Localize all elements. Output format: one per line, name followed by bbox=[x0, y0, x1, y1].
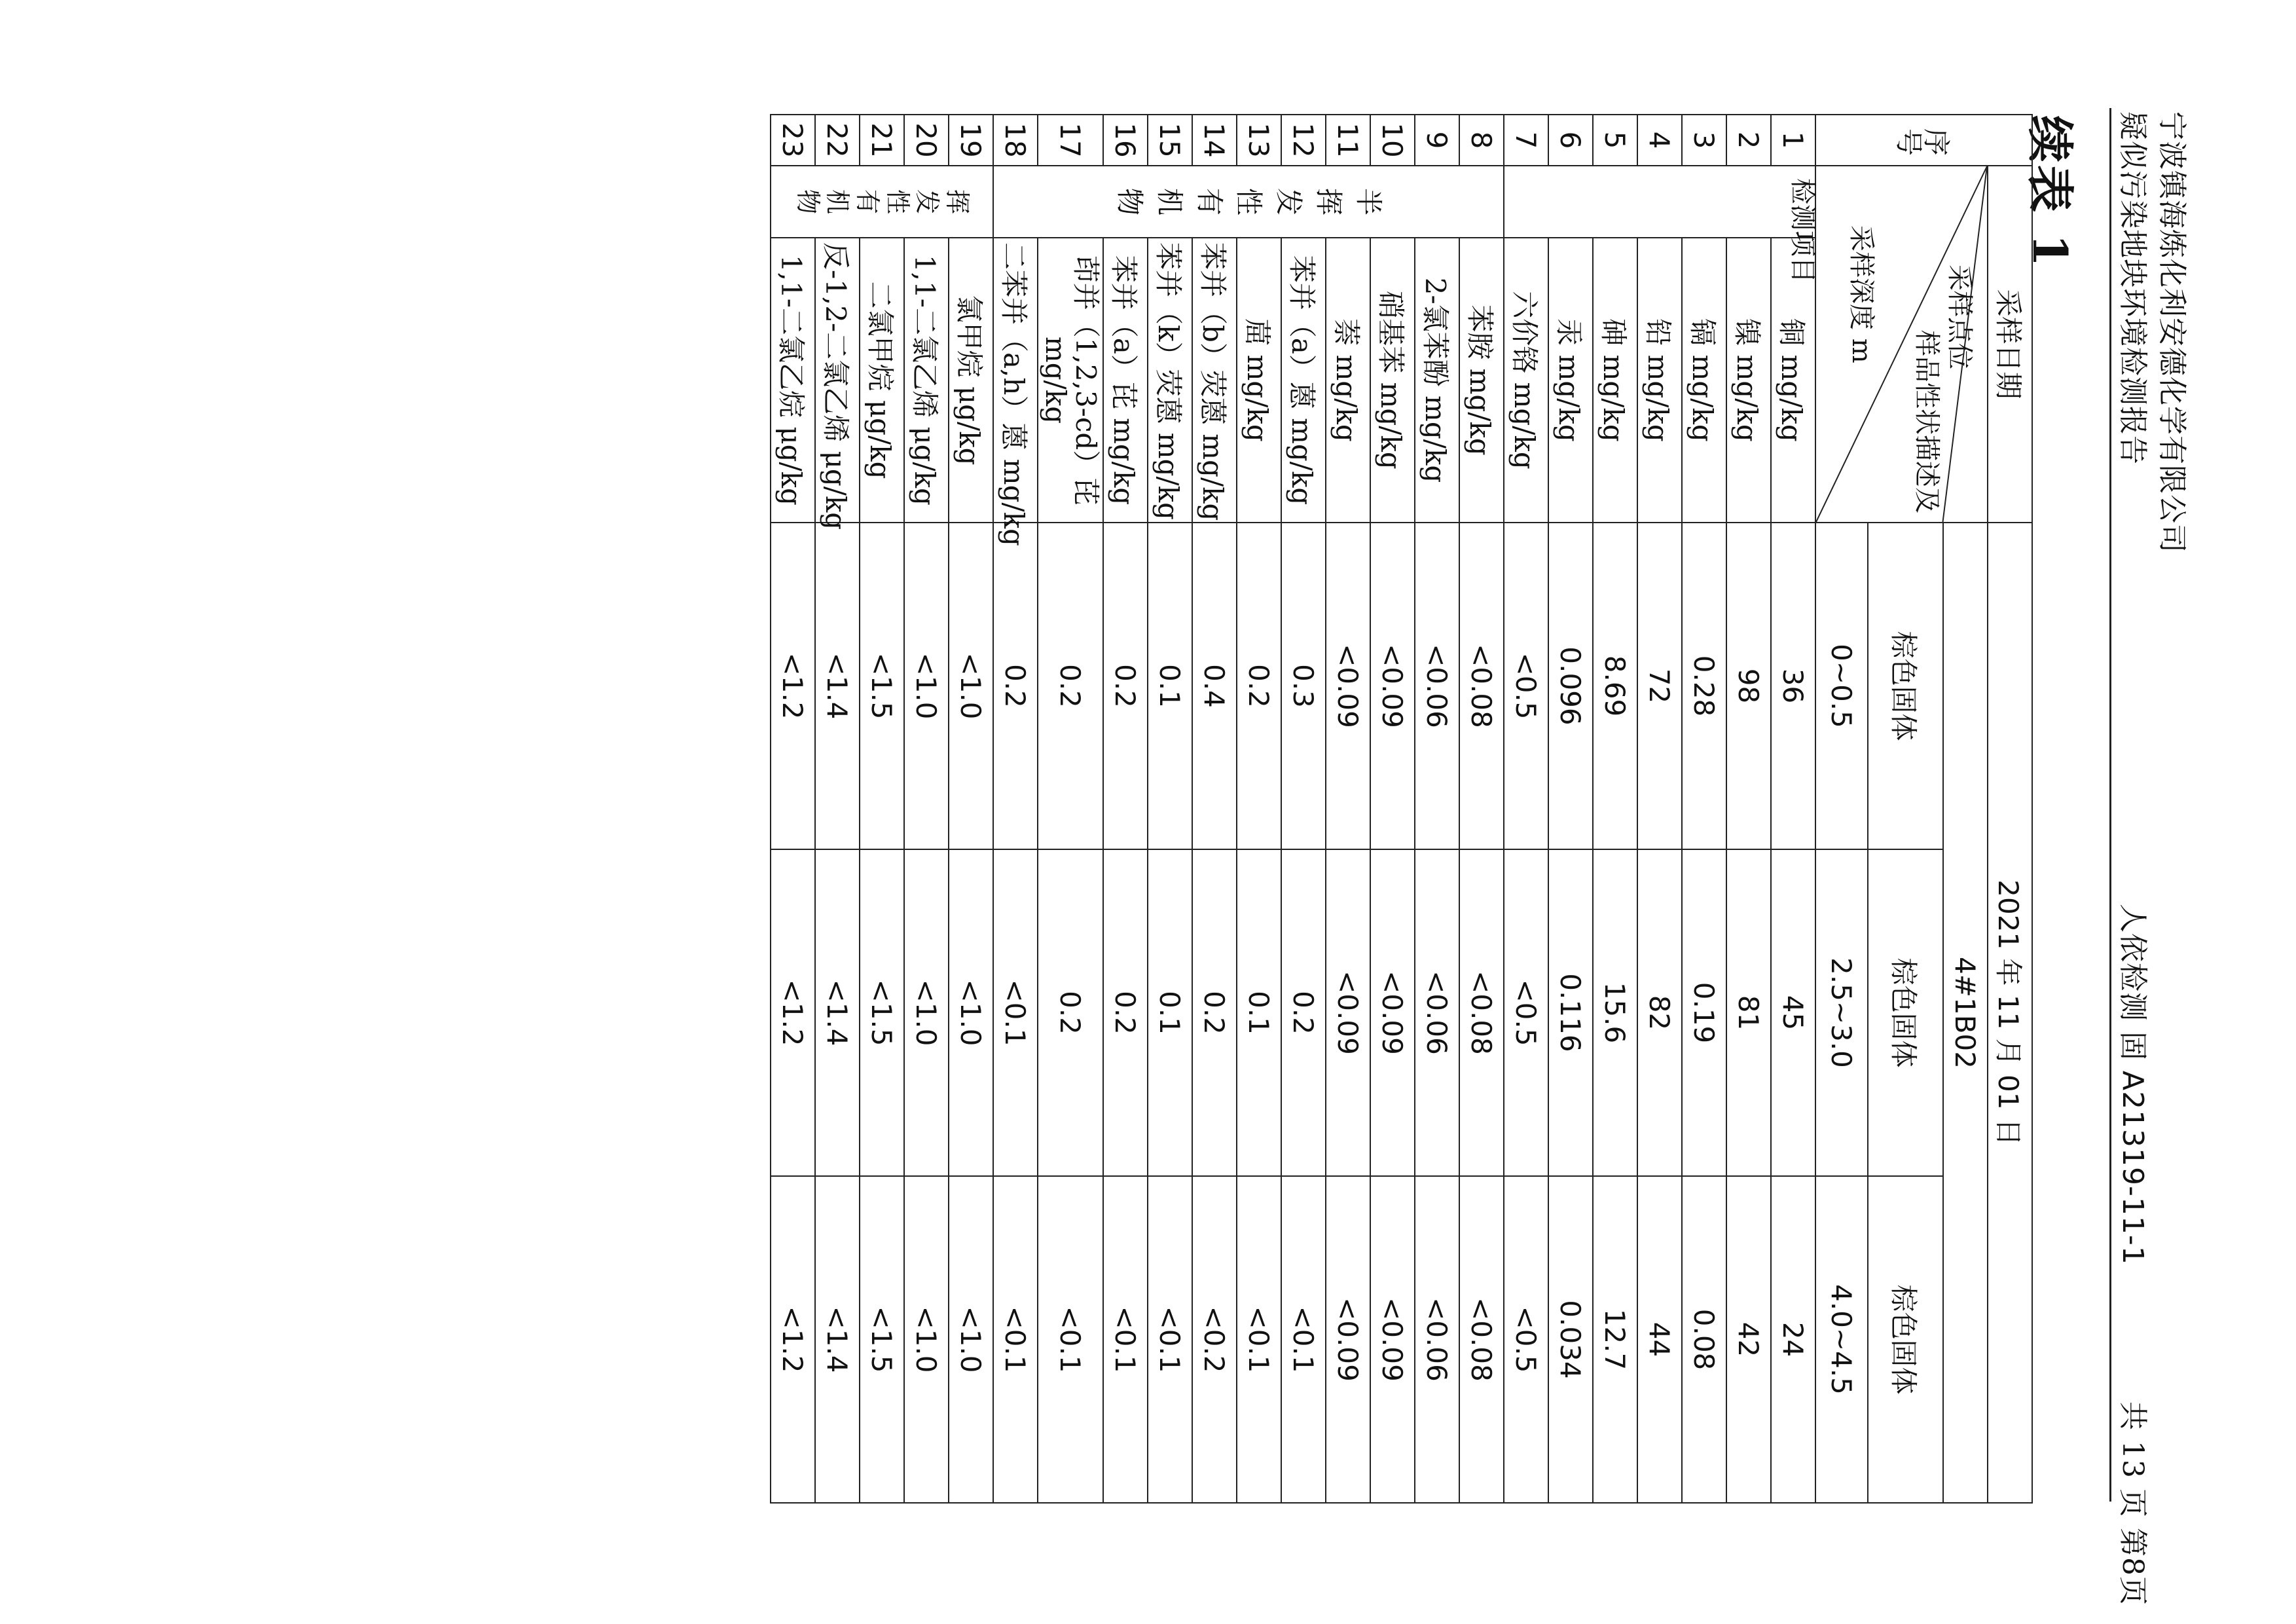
result-value: <0.09 bbox=[1370, 523, 1415, 849]
table-row bbox=[1148, 115, 1192, 1503]
table-row bbox=[1415, 115, 1459, 1503]
result-value: 0.1 bbox=[1148, 523, 1192, 849]
result-value: 0.08 bbox=[1682, 1176, 1726, 1503]
item-name bbox=[1038, 238, 1103, 523]
table-row bbox=[1281, 115, 1326, 1503]
result-value: <0.06 bbox=[1415, 1176, 1459, 1503]
result-value: <0.1 bbox=[993, 849, 1038, 1176]
item-name: 二氯甲烷 μg/kg bbox=[860, 238, 904, 523]
item-name: 铜 mg/kg bbox=[1771, 238, 1815, 523]
result-value: <0.09 bbox=[1370, 1176, 1415, 1503]
result-value: 0.28 bbox=[1682, 523, 1726, 849]
row-number: 10 bbox=[1370, 115, 1415, 166]
row-number: 12 bbox=[1281, 115, 1326, 166]
item-name: 氯甲烷 μg/kg bbox=[949, 238, 993, 523]
result-value: <1.2 bbox=[771, 849, 815, 1176]
result-value: 36 bbox=[1771, 523, 1815, 849]
result-value: <1.0 bbox=[904, 849, 949, 1176]
row-number: 21 bbox=[860, 115, 904, 166]
result-value: <0.08 bbox=[1459, 1176, 1504, 1503]
result-value: 15.6 bbox=[1593, 849, 1637, 1176]
result-value: 12.7 bbox=[1593, 1176, 1637, 1503]
item-name: 反-1,2-二氯乙烯 μg/kg bbox=[815, 238, 860, 523]
result-value: 0.2 bbox=[1237, 523, 1281, 849]
table-title: 续表 1 bbox=[2022, 115, 2078, 270]
category-voc-text: 挥发性有机物 bbox=[793, 189, 972, 214]
column-depth: 0~0.5 bbox=[1815, 523, 1868, 849]
result-value: 8.69 bbox=[1593, 523, 1637, 849]
item-name: 苯并（k）荧蒽 mg/kg bbox=[1148, 238, 1192, 523]
item-name: 1,1-二氯乙烯 μg/kg bbox=[904, 238, 949, 523]
row-number: 9 bbox=[1415, 115, 1459, 166]
result-value: <0.06 bbox=[1415, 523, 1459, 849]
row-number: 11 bbox=[1326, 115, 1370, 166]
table-row bbox=[1103, 115, 1148, 1503]
sampling-date-row bbox=[1988, 115, 2032, 1503]
table-row bbox=[1326, 115, 1370, 1503]
item-name-line2: mg/kg bbox=[1040, 336, 1072, 424]
table-row bbox=[1593, 115, 1637, 1503]
result-value: 0.2 bbox=[1038, 523, 1103, 849]
result-value: 42 bbox=[1726, 1176, 1771, 1503]
table-row bbox=[1192, 115, 1237, 1503]
sampling-date-value: 2021 年 11 月 01 日 bbox=[1988, 523, 2032, 1503]
result-value: 0.116 bbox=[1548, 849, 1593, 1176]
row-number: 4 bbox=[1637, 115, 1682, 166]
row-number: 6 bbox=[1548, 115, 1593, 166]
item-name: 苯并（a）蒽 mg/kg bbox=[1281, 238, 1326, 523]
row-number: 17 bbox=[1038, 115, 1103, 166]
result-value: <0.09 bbox=[1326, 1176, 1370, 1503]
row-number: 7 bbox=[1504, 115, 1548, 166]
sampling-point-label: 采样点位 bbox=[1944, 265, 1975, 369]
category-cell bbox=[1504, 166, 1815, 238]
sampling-point-value: 4#1B02 bbox=[1943, 523, 1988, 1503]
row-number: 3 bbox=[1682, 115, 1726, 166]
table-row bbox=[1370, 115, 1415, 1503]
column-desc: 棕色固体 bbox=[1868, 523, 1943, 849]
report-number: 人依检测 固 A21319-11-1 bbox=[2116, 904, 2149, 1265]
column-desc: 棕色固体 bbox=[1868, 1176, 1943, 1503]
item-name: 镉 mg/kg bbox=[1682, 238, 1726, 523]
row-number: 13 bbox=[1237, 115, 1281, 166]
item-label: 检测项目 bbox=[1787, 178, 1817, 283]
result-value: 0.2 bbox=[1103, 849, 1148, 1176]
result-value: <0.09 bbox=[1326, 523, 1370, 849]
company-name: 宁波镇海炼化利安德化学有限公司 bbox=[2155, 111, 2189, 553]
row-number: 14 bbox=[1192, 115, 1237, 166]
table-row bbox=[815, 115, 860, 1503]
result-value: <0.09 bbox=[1370, 849, 1415, 1176]
page-info: 共 13 页 第8页 bbox=[2116, 1401, 2149, 1606]
table-row bbox=[1237, 115, 1281, 1503]
result-value: <1.4 bbox=[815, 849, 860, 1176]
result-value: 72 bbox=[1637, 523, 1682, 849]
project-name: 疑似污染地块环境检测报告 bbox=[2116, 111, 2149, 465]
item-name: 苯胺 mg/kg bbox=[1459, 238, 1504, 523]
result-value: <0.09 bbox=[1326, 849, 1370, 1176]
table-row bbox=[904, 115, 949, 1503]
column-desc: 棕色固体 bbox=[1868, 849, 1943, 1176]
table-row bbox=[1459, 115, 1504, 1503]
sampling-point-row bbox=[1943, 115, 1988, 1503]
table-row bbox=[1548, 115, 1593, 1503]
table-row bbox=[1726, 115, 1771, 1503]
table-row bbox=[1038, 115, 1103, 1503]
row-number: 15 bbox=[1148, 115, 1192, 166]
item-name-line1: 茚并（1,2,3-cd）芘 bbox=[1070, 255, 1102, 506]
row-number: 2 bbox=[1726, 115, 1771, 166]
result-value: <0.1 bbox=[1281, 1176, 1326, 1503]
row-number: 19 bbox=[949, 115, 993, 166]
item-name: 铅 mg/kg bbox=[1637, 238, 1682, 523]
result-value: <1.0 bbox=[949, 523, 993, 849]
result-value: <0.08 bbox=[1459, 523, 1504, 849]
column-depth: 2.5~3.0 bbox=[1815, 849, 1868, 1176]
result-value: <0.5 bbox=[1504, 1176, 1548, 1503]
result-value: 0.2 bbox=[993, 523, 1038, 849]
row-number: 1 bbox=[1771, 115, 1815, 166]
result-value: <0.1 bbox=[1038, 1176, 1103, 1503]
table-row bbox=[1682, 115, 1726, 1503]
item-name: 1,1-二氯乙烷 μg/kg bbox=[771, 238, 815, 523]
result-value: <0.5 bbox=[1504, 849, 1548, 1176]
result-value: <1.5 bbox=[860, 523, 904, 849]
result-value: <1.0 bbox=[904, 523, 949, 849]
item-name: 二苯并（a,h）蒽 mg/kg bbox=[993, 238, 1038, 523]
result-value: 0.2 bbox=[1038, 849, 1103, 1176]
result-value: 44 bbox=[1637, 1176, 1682, 1503]
result-value: <1.4 bbox=[815, 523, 860, 849]
item-name: 汞 mg/kg bbox=[1548, 238, 1593, 523]
row-number: 23 bbox=[771, 115, 815, 166]
category-svoc bbox=[993, 166, 1504, 238]
result-value: 0.19 bbox=[1682, 849, 1726, 1176]
result-value: <0.08 bbox=[1459, 849, 1504, 1176]
item-name: 萘 mg/kg bbox=[1326, 238, 1370, 523]
result-value: <0.2 bbox=[1192, 1176, 1237, 1503]
result-value: 0.2 bbox=[1192, 849, 1237, 1176]
table-row bbox=[771, 115, 815, 1503]
result-value: <0.1 bbox=[1103, 1176, 1148, 1503]
table-row bbox=[1637, 115, 1682, 1503]
result-value: 0.2 bbox=[1281, 849, 1326, 1176]
result-value: 98 bbox=[1726, 523, 1771, 849]
result-value: 0.034 bbox=[1548, 1176, 1593, 1503]
item-name: 镍 mg/kg bbox=[1726, 238, 1771, 523]
column-depth: 4.0~4.5 bbox=[1815, 1176, 1868, 1503]
row-number: 5 bbox=[1593, 115, 1637, 166]
item-name: 苯并（b）荧蒽 mg/kg bbox=[1192, 238, 1237, 523]
table-row bbox=[949, 115, 993, 1503]
result-value: <1.5 bbox=[860, 849, 904, 1176]
row-number: 16 bbox=[1103, 115, 1148, 166]
result-value: <1.2 bbox=[771, 523, 815, 849]
result-value: <1.4 bbox=[815, 1176, 860, 1503]
result-value: <1.0 bbox=[949, 849, 993, 1176]
row-number: 22 bbox=[815, 115, 860, 166]
item-name: 䓛 mg/kg bbox=[1237, 238, 1281, 523]
result-value: <0.1 bbox=[1148, 1176, 1192, 1503]
table-row bbox=[1771, 115, 1815, 1503]
depth-label: 采样深度 m bbox=[1846, 225, 1876, 363]
result-value: 0.1 bbox=[1237, 849, 1281, 1176]
table-row bbox=[860, 115, 904, 1503]
result-value: 45 bbox=[1771, 849, 1815, 1176]
result-value: <0.1 bbox=[993, 1176, 1038, 1503]
result-value: <0.5 bbox=[1504, 523, 1548, 849]
result-value: <0.1 bbox=[1237, 1176, 1281, 1503]
row-number: 8 bbox=[1459, 115, 1504, 166]
item-name: 2-氯苯酚 mg/kg bbox=[1415, 238, 1459, 523]
result-value: <1.0 bbox=[949, 1176, 993, 1503]
result-value: <1.0 bbox=[904, 1176, 949, 1503]
sampling-date-label: 采样日期 bbox=[1988, 166, 2032, 523]
results-table bbox=[770, 114, 2033, 1504]
result-value: 0.2 bbox=[1103, 523, 1148, 849]
seq-header bbox=[1815, 115, 2032, 166]
row-number: 18 bbox=[993, 115, 1038, 166]
result-value: 0.4 bbox=[1192, 523, 1237, 849]
item-name: 砷 mg/kg bbox=[1593, 238, 1637, 523]
category-voc bbox=[771, 166, 993, 238]
result-value: 81 bbox=[1726, 849, 1771, 1176]
result-value: 24 bbox=[1771, 1176, 1815, 1503]
result-value: <1.5 bbox=[860, 1176, 904, 1503]
item-name: 苯并（a）芘 mg/kg bbox=[1103, 238, 1148, 523]
desc-label: 样品性状描述及 bbox=[1912, 330, 1942, 513]
header-rule bbox=[2109, 108, 2111, 1502]
item-name: 六价铬 mg/kg bbox=[1504, 238, 1548, 523]
result-value: 82 bbox=[1637, 849, 1682, 1176]
table-row bbox=[993, 115, 1038, 1503]
result-value: 0.096 bbox=[1548, 523, 1593, 849]
result-value: <1.2 bbox=[771, 1176, 815, 1503]
result-value: <0.06 bbox=[1415, 849, 1459, 1176]
category-svoc-text: 半挥发性有机物 bbox=[1113, 187, 1385, 215]
result-value: 0.1 bbox=[1148, 849, 1192, 1176]
table-row bbox=[1504, 115, 1548, 1503]
seq-header-text: 序号 bbox=[1896, 124, 1952, 157]
item-name: 硝基苯 mg/kg bbox=[1370, 238, 1415, 523]
row-number: 20 bbox=[904, 115, 949, 166]
result-value: 0.3 bbox=[1281, 523, 1326, 849]
